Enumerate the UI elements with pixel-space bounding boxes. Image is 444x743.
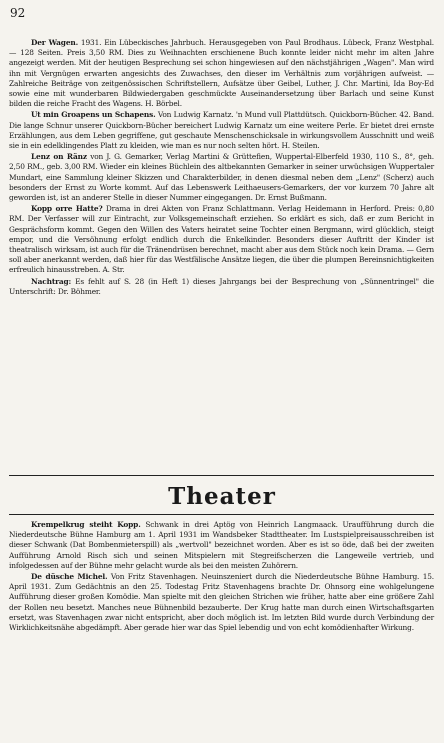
review-column-theater bbox=[9, 520, 434, 634]
review-krempelkrug bbox=[9, 520, 434, 571]
page-number: 92 bbox=[10, 6, 26, 20]
review-column-top bbox=[9, 38, 434, 298]
heading-rule bbox=[9, 514, 434, 515]
review-lead: De düsche Michel. bbox=[31, 572, 108, 582]
review-lead: Krempelkrug steiht Kopp. bbox=[31, 520, 141, 529]
review-nachtrag bbox=[9, 277, 434, 297]
review-lenz-on-raenz bbox=[9, 152, 434, 203]
review-kopp-orre-hatte bbox=[9, 204, 434, 275]
review-body: von J. G. Gemarker, Verlag Martini & Grüttefien, Wuppertal-Elberfeld 1930, 110 S., 8°, geh. 2,50 RM., geb. 3,00 RM. Wieder ein kleines Büchlein des altbekannten Gemarker in seiner urwüchsigen Wuppertaler Mundart, eine Sammlung kleiner Skizzen und Charakterbilder, in denen diesmal neben dem „Lenz" (Scherz) auch besonders der Ernst zu Worte kommt. Auf das Lebenswerk Leithaeusers-Gemarkers, der vor kurzem 70 Jahre alt geworden ist, ist an anderer Stelle in dieser Nummer eingegangen. Dr. Ernst Bußmann. bbox=[9, 152, 434, 203]
review-body: 1931. Ein Lübeckisches Jahrbuch. Herausgegeben von Paul Brodhaus. Lübeck, Franz Westphal. — 128 Seiten. Preis 3,50 RM. Dies zu Weihnachten erschienene Buch konnte leider nicht mehr im alten Jahre angezeigt werden. Mit der heutigen Besprechung sei schon hingewiesen auf den nächstjährigen „Wagen". Man wird ihn mit Vergnügen erwarten angesichts des Zuwachses, den dieser im Verhältnis zum vorjährigen aufweist. — Zahlreiche Beiträge von zeitgenössischen Schriftstellern, Aufsätze über Geibel, Luther, J. Chr. Martini, Ida Boy-Ed sowie eine mit wunderbaren Bildwiedergaben geschmückte Auseinandersetzung über Barlach und seine Kunst bilden die reiche Fracht des Wagens. H. Börbel. bbox=[9, 38, 434, 109]
review-lead: Kopp orre Hatte? bbox=[31, 204, 103, 214]
review-lead: Lenz on Ränz bbox=[31, 152, 87, 162]
section-heading: Theater bbox=[168, 483, 276, 510]
review-body: Schwank in drei Aptög von Heinrich Langmaack. Uraufführung durch die Niederdeutsche Bühne Hamburg am 1. April 1931 im Wandsbeker Stadttheater. Im Lustspielpreisausschreiben ist dieser Schwank (Dat Bombenmieterspill) als „wertvoll" bezeichnet worden. Aber es ist so öde, daß bei der zweiten Aufführung Arnold Risch sich und seinen Mitspielern mit Stegreifscherzen die Langeweile vertrieb, und infolgedessen auf der Bühne mehr gelacht wurde als bei den meisten Zuhörern. bbox=[9, 520, 434, 570]
review-de-duesche-michel bbox=[9, 572, 434, 633]
review-body: Es fehlt auf S. 28 (in Heft 1) dieses Jahrgangs bei der Besprechung von „Sünnentringel" die Unterschrift: Dr. Böhmer. bbox=[9, 276, 434, 296]
review-lead: Der Wagen. bbox=[31, 38, 79, 47]
section-divider bbox=[9, 475, 434, 476]
review-lead: Nachtrag: bbox=[31, 276, 72, 286]
review-der-wagen bbox=[9, 38, 434, 109]
review-body: Drama in drei Akten von Franz Schlattmann. Verlag Heidemann in Herford. Preis: 0,80 RM. Der Verfasser will zur Eintracht, zur Volksgemeinschaft erziehen. So erklärt es sich, daß er zum Bericht in Gesprächsform kommt. Gegen den Willen des Vaters heiratet seine Tochter einen Bergmann, wird glücklich, steigt empor, und die Versöhnung erfolgt endlich durch die Enkelkinder. Besonders dieser Auftritt der Kinder ist theatralisch wirksam, ist auch für die Tränendrüsen berechnet, macht aber aus dem Stück noch kein Drama. — Gern soll aber anerkannt werden, daß hier für das Westfälische Ansätze liegen, die über die plumpen Bereinsnichtigkeiten erfreulich hinausstreben. A. Str. bbox=[9, 204, 434, 275]
review-ut-min-groapens bbox=[9, 110, 434, 151]
review-body: Von Ludwig Karnatz. 'n Mund vull Plattdütsch. Quickborn-Bücher. 42. Band. Die lange Schnur unserer Quickborn-Bücher bereichert Ludwig Karnatz um eine weitere Perle. Er bietet drei ernste Erzählungen, aus dem Leben gegriffene, gut geschaute Menschenschicksale in wirkungsvollem Ausschnitt und weiß sie in ein edelklingendes Platt zu kleiden, wie man es nur noch selten hört. H. Steilen. bbox=[9, 110, 434, 151]
review-body: Von Fritz Stavenhagen. Neuinszeniert durch die Niederdeutsche Bühne Hamburg. 15. April 1931. Zum Gedächtnis an den 25. Todestag Fritz Stavenhagens brachte Dr. Ohnsorg eine wohlgelungene Aufführung dieser großen Komödie. Man spielte mit den gleichen Strichen wie früher, hatte aber eine größere Zahl der Rollen neu besetzt. Manches neue Bühnenbild bezauberte. Der Krug hatte man durch einen Wirtschaftsgarten ersetzt, was Stavenhagen zwar nicht entspricht, aber doch möglich ist. Im letzten Bild wurde durch Verbindung der Wirklichkeitsnähe abgedämpft. Aber gerade hier war das Spiel lebendig und von echt komödienhafter Wirkung. bbox=[9, 572, 434, 633]
review-lead: Ut min Groapens un Schapens. bbox=[31, 110, 156, 120]
